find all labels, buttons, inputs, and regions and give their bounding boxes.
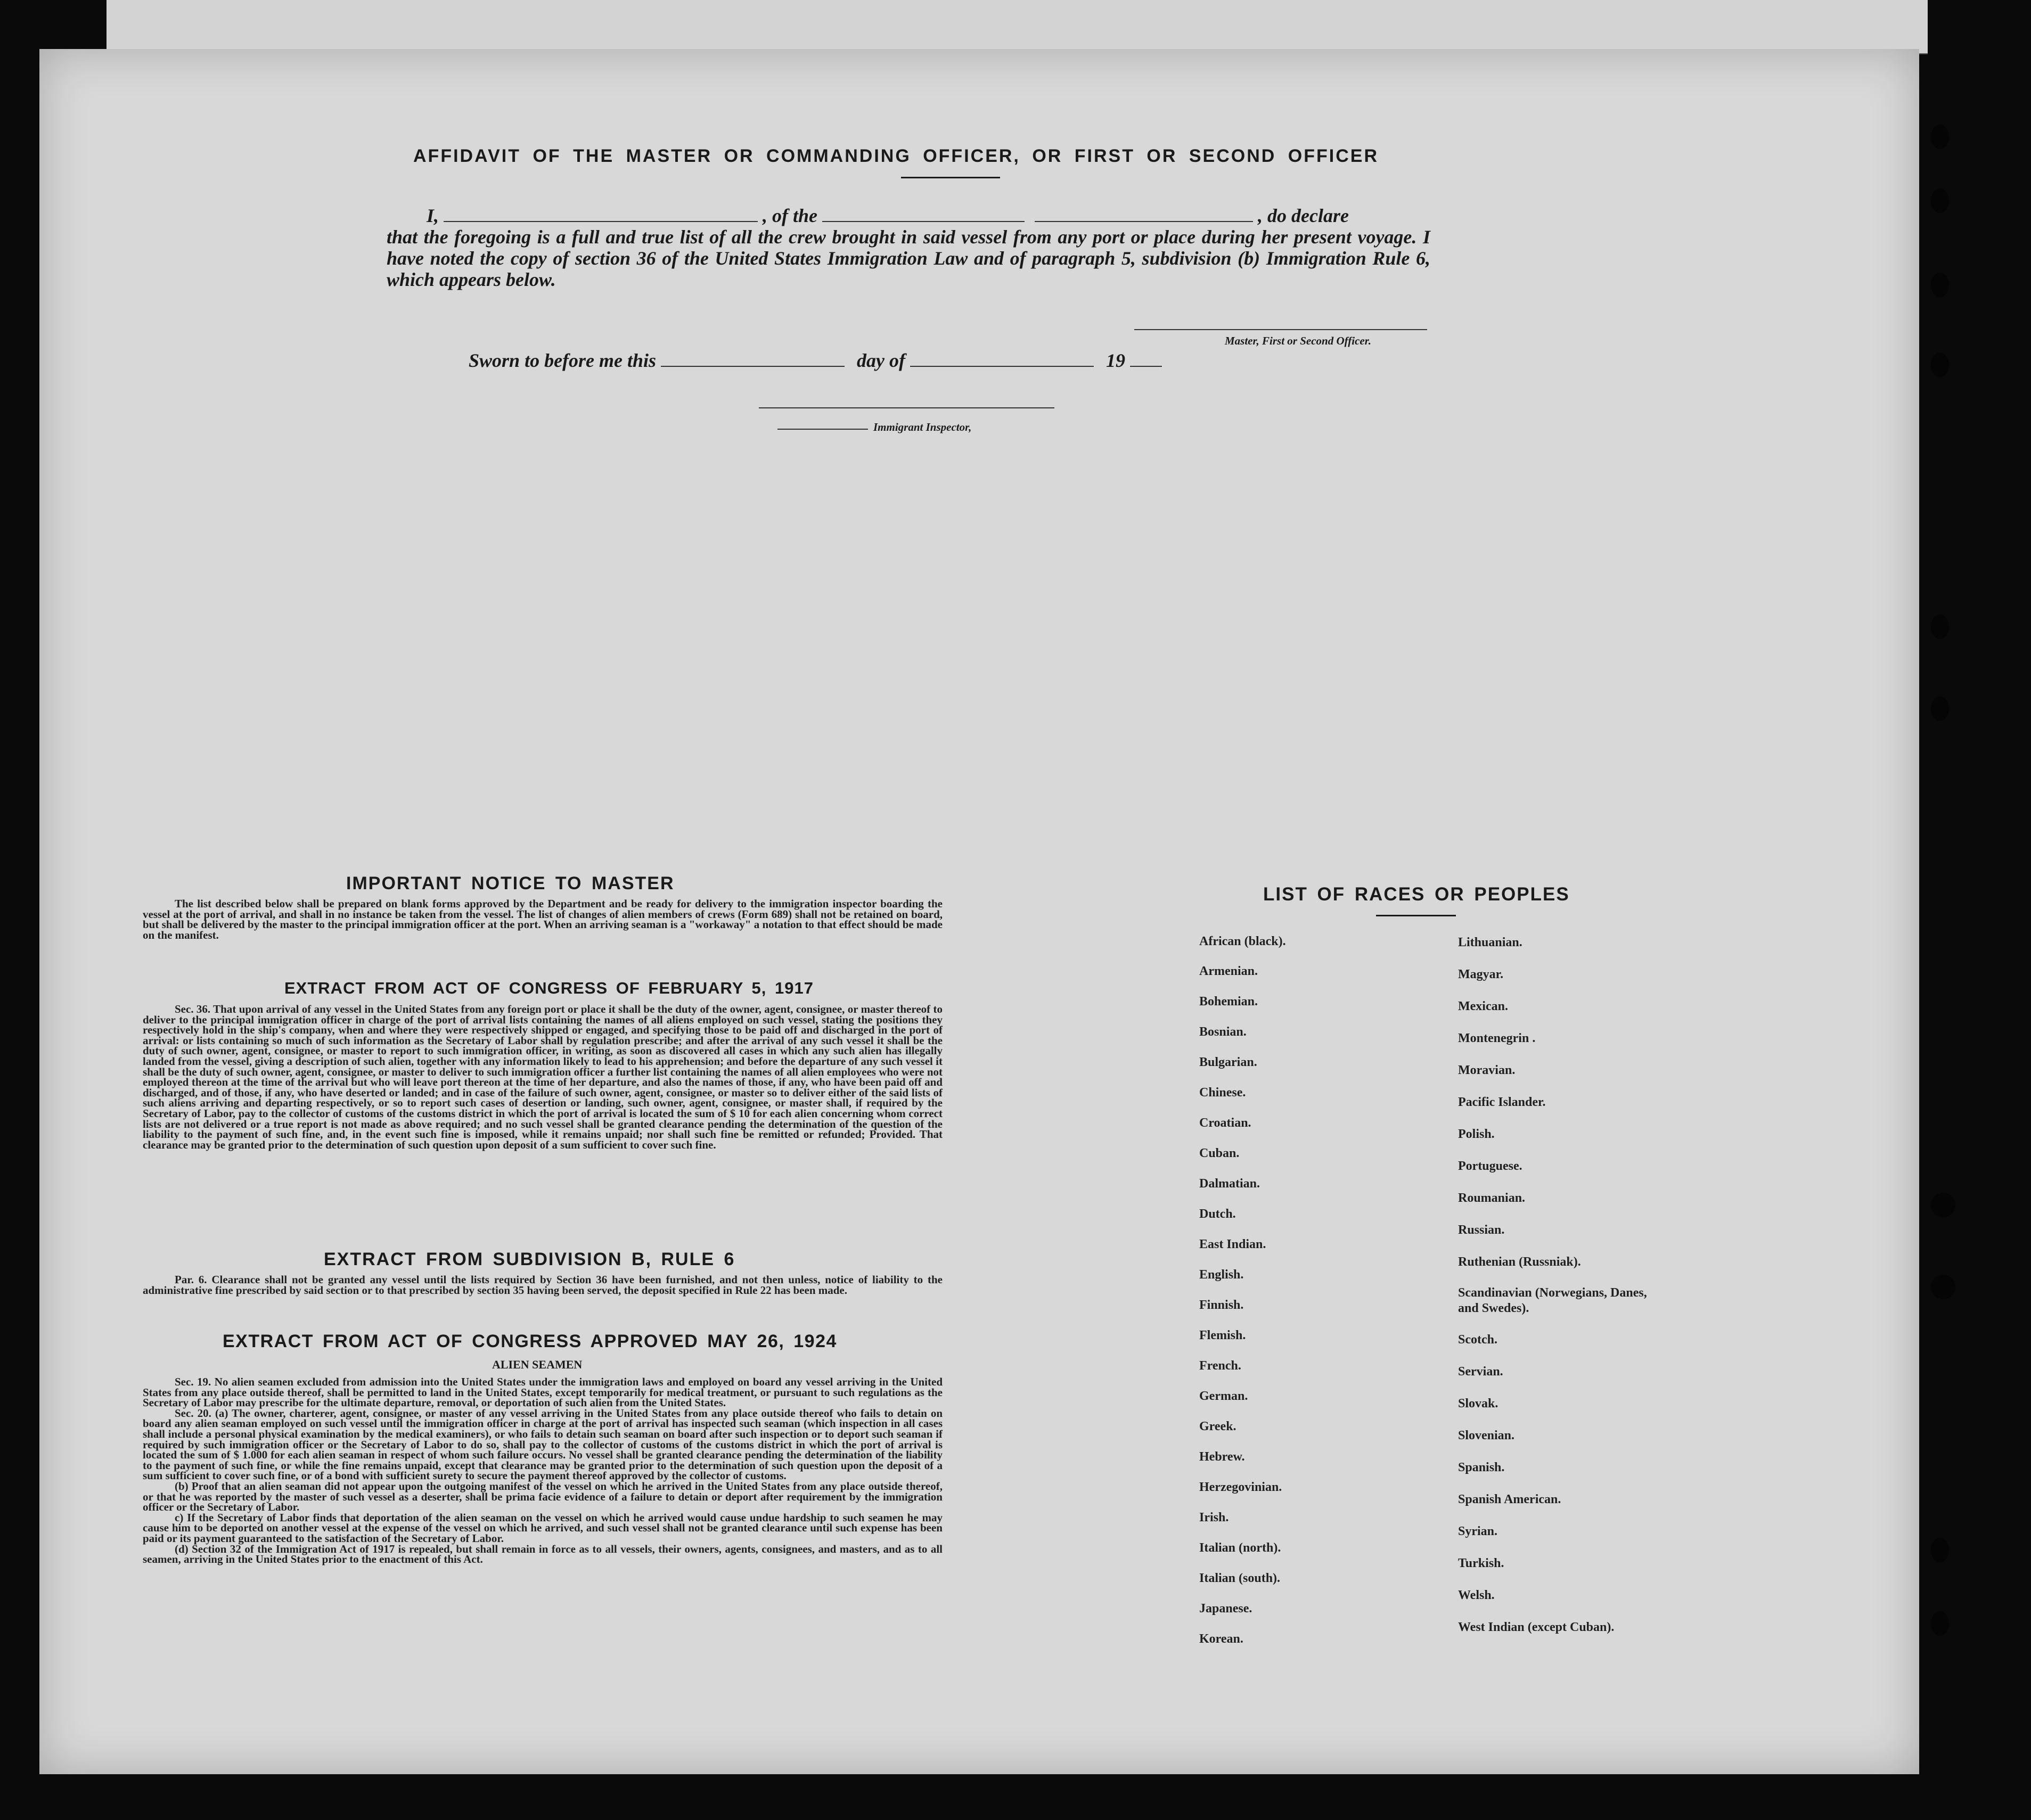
- race-item: Moravian.: [1458, 1063, 1516, 1077]
- binder-hole: [1931, 696, 1949, 721]
- sworn-line: [469, 349, 1162, 372]
- binder-hole: [1931, 125, 1949, 149]
- race-item: Flemish.: [1199, 1329, 1246, 1342]
- race-item: Bosnian.: [1199, 1025, 1247, 1039]
- race-item: Russian.: [1458, 1223, 1505, 1237]
- races-title: LIST OF RACES OR PEOPLES: [1263, 884, 1570, 905]
- race-item: Croatian.: [1199, 1116, 1251, 1130]
- race-item: Magyar.: [1458, 968, 1504, 981]
- race-item: Servian.: [1458, 1365, 1503, 1379]
- extract-1924-sec20a: Sec. 20. (a) The owner, charterer, agent, consignee, or master of any vessel arriving in the United States from any place outside thereof who fails to detain on board any alien seaman employed on such vessel until the immigration officer in charge at the port of arrival has inspected such seaman (which inspection in all cases shall include a personal physical examination by the medical examiners), or who fails to detain such seaman on board after such inspection or to deport such seaman if required by such immigration officer or the Secretary of Labor to do so, shall pay to the collector of customs of the customs district in which the port of arrival is located the sum of $ 1.000 for each alien seaman in respect of whom such failure occurs. No vessel shall be granted clearance pending the determination of the liability to the payment of such fine, or while the fine remains unpaid, except that clearance may be granted prior to the determination of such question upon the deposit of a sum sufficient to cover such fine, or of a bond with sufficient surety to secure the payment thereof approved by the collector of customs.: [143, 1406, 943, 1482]
- binder-hole: [1931, 1193, 1955, 1217]
- vessel-blank: [822, 205, 1025, 222]
- day-blank: [661, 350, 845, 367]
- race-item: Bulgarian.: [1199, 1055, 1257, 1069]
- race-item: Dalmatian.: [1199, 1177, 1260, 1191]
- title-underline: [901, 177, 1000, 178]
- race-item: Dutch.: [1199, 1207, 1236, 1221]
- underlying-sheet-edge: [107, 0, 1928, 54]
- race-item: Slovenian.: [1458, 1429, 1515, 1442]
- affidavit-declaration: [387, 205, 1430, 290]
- race-item: Scotch.: [1458, 1333, 1497, 1347]
- race-item: Pacific Islander.: [1458, 1095, 1546, 1109]
- sworn-day-of: day of: [857, 350, 906, 371]
- decl-i: I,: [427, 205, 439, 226]
- decl-of-the: , of the: [763, 205, 818, 226]
- extract-1924-sec20c: c) If the Secretary of Labor finds that deportation of the alien seaman on the vessel on which he arrived would cause undue hardship to such seamen he may cause him to be deported on another vessel at the expense of the vessel on which he arrived, and such vessel shall not be granted clearance until such expense has been paid or its payment guaranteed to the satisfaction of the Secretary of Labor.: [143, 1511, 943, 1545]
- race-item: Spanish.: [1458, 1461, 1505, 1474]
- vessel-blank-2: [1035, 205, 1253, 222]
- extract-1917-paragraph: Sec. 36. That upon arrival of any vessel in the United States from any foreign port or place it shall be the duty of the owner, agent, consignee, or master thereof to deliver to the principal immigration officer in charge of the port of arrival lists containing the names of all aliens employed on such vessel, stating the positions they respectively hold in the ship's company, when and where they were respectively shipped or engaged, and specifying those to be paid off and discharged in the port of arrival: or lists containing so much of such information as the Secretary of Labor shall by regulation prescribe; and after the arrival of any such vessel it shall be the duty of such owner, agent, consignee, or master to report to such immigration officer, in writing, as soon as discovered all cases in which any such alien has illegally landed from the vessel, giving a description of such alien, together with any information likely to lead to his apprehension; and before the departure of any such vessel it shall be the duty of such owner, agent, consignee, or master to deliver to such immigration officer a further list containing the names of all alien employees who were not employed thereon at the time of the arrival but who will leave port thereon at the time of her departure, and also the names of those, if any, who have been paid off and discharged, and of those, if any, who have deserted or landed; and in case of the failure of such owner, agent, consignee, or master so to deliver either of the said lists of such aliens arriving and departing respectively, or so to report such cases of desertion or landing, such owner, agent, consignee, or master shall, if required by the Secretary of Labor, pay to the collector of customs of the customs district in which the port of arrival is located the sum of $ 10 for each alien concerning whom correct lists are not delivered or a true report is not made as above required; and no such vessel shall be granted clearance pending the determination of the question of the liability to the payment of such fine, and, in the event such fine is imposed, while it remains unpaid; nor shall such fine be remitted or refunded; Provided. That clearance may be granted prior to the determination of such question upon deposit of a sum sufficient to cover such fine.: [143, 1003, 943, 1151]
- extract-rule6-paragraph: Par. 6. Clearance shall not be granted any vessel until the lists required by Section 36 have been furnished, and not then unless, notice of liability to the administrative fine prescribed by said section or to that prescribed by section 35 having been served, the deposit specified in Rule 22 has been made.: [143, 1273, 943, 1297]
- race-item: Ruthenian (Russniak).: [1458, 1255, 1581, 1269]
- binder-hole: [1931, 1275, 1955, 1299]
- race-item: Lithuanian.: [1458, 936, 1522, 949]
- notice-body: [143, 899, 943, 940]
- race-item: Turkish.: [1458, 1556, 1504, 1570]
- extract-1924-sec19: Sec. 19. No alien seamen excluded from admission into the United States under the immigration laws and employed on board any vessel arriving in the United States from any place outside thereof, shall be permitted to land in the United States, except temporarily for medical treatment, or pursuant to such regulations as the Secretary of Labor may prescribe for the ultimate departure, removal, or deportation of such alien from the United States.: [143, 1375, 943, 1409]
- race-item: Italian (north).: [1199, 1541, 1281, 1555]
- affidavit-title: AFFIDAVIT OF THE MASTER OR COMMANDING OFFICER, OR FIRST OR SECOND OFFICER: [413, 146, 1379, 166]
- month-blank: [910, 350, 1094, 367]
- race-item: Herzegovinian.: [1199, 1480, 1282, 1494]
- binder-hole: [1931, 188, 1949, 213]
- race-item: Finnish.: [1199, 1298, 1244, 1312]
- notice-title: IMPORTANT NOTICE TO MASTER: [346, 873, 675, 893]
- inspector-line: [759, 407, 1054, 408]
- inspector-line-short: [777, 429, 868, 430]
- year-blank: [1130, 350, 1162, 367]
- sworn-prefix: Sworn to before me this: [469, 350, 657, 371]
- extract-1924-sec20d: (d) Section 32 of the Immigration Act of 1917 is repealed, but shall remain in force as to all vessels, their owners, agents, consignees, and masters, and as to all seamen, arriving in the United States prior to the enactment of this Act.: [143, 1542, 943, 1566]
- race-item: Portuguese.: [1458, 1159, 1522, 1173]
- extract-1924-sec20b: (b) Proof that an alien seaman did not appear upon the outgoing manifest of the vessel on which he arrived in the United States from any place outside thereof, or that he was reported by the master of such vessel as a deserter, shall be prima facie evidence of a failure to detain or deport after requirement by the immigration officer or the Secretary of Labor.: [143, 1479, 943, 1514]
- extract-rule6-body: [143, 1275, 943, 1296]
- binder-hole: [1931, 1538, 1949, 1562]
- extract-1917-title: EXTRACT FROM ACT OF CONGRESS OF FEBRUARY 5, 1917: [284, 979, 814, 997]
- race-item: Irish.: [1199, 1511, 1229, 1524]
- race-item: English.: [1199, 1268, 1244, 1282]
- binder-hole: [1931, 273, 1949, 297]
- master-signature-line: [1134, 329, 1427, 330]
- race-item: Roumanian.: [1458, 1191, 1526, 1205]
- race-item: Greek.: [1199, 1420, 1236, 1433]
- race-item: East Indian.: [1199, 1237, 1266, 1251]
- race-item: Bohemian.: [1199, 995, 1258, 1009]
- race-item: Spanish American.: [1458, 1493, 1561, 1506]
- race-item: Italian (south).: [1199, 1571, 1281, 1585]
- race-item: Armenian.: [1199, 964, 1258, 978]
- race-item: Syrian.: [1458, 1524, 1498, 1538]
- extract-1924-body: [143, 1377, 943, 1565]
- race-item: Slovak.: [1458, 1397, 1498, 1411]
- race-item: Mexican.: [1458, 999, 1508, 1013]
- race-item: Cuban.: [1199, 1146, 1240, 1160]
- race-item: Polish.: [1458, 1127, 1495, 1141]
- notice-paragraph: The list described below shall be prepared on blank forms approved by the Department and be ready for delivery to the immigration inspector boarding the vessel at the port of arrival, and shall in no instance be taken from the vessel. The list of changes of alien members of crews (Form 689) shall not be retained on board, but shall be delivered by the master to the principal immigration officer at the port. When an arriving seaman is a "workaway" a notation to that effect should be made on the manifest.: [143, 897, 943, 941]
- race-item: Korean.: [1199, 1632, 1243, 1646]
- decl-body: that the foregoing is a full and true list of all the crew brought in said vessel from any port or place during her present voyage. I have noted the copy of section 36 of the United States Immigration Law and of paragraph 5, subdivision (b) Immigration Rule 6, which appears below.: [387, 226, 1430, 290]
- binder-hole: [1931, 352, 1949, 377]
- race-item: German.: [1199, 1389, 1248, 1403]
- race-item: Chinese.: [1199, 1086, 1246, 1100]
- name-blank: [444, 205, 758, 222]
- decl-do-declare: , do declare: [1258, 205, 1349, 226]
- race-item: African (black).: [1199, 934, 1286, 948]
- inspector-caption: Immigrant Inspector,: [873, 421, 972, 433]
- alien-seamen-subtitle: ALIEN SEAMEN: [492, 1358, 583, 1371]
- binder-hole: [1931, 1611, 1949, 1636]
- extract-1924-title: EXTRACT FROM ACT OF CONGRESS APPROVED MAY 26, 1924: [223, 1331, 837, 1351]
- race-item: Welsh.: [1458, 1588, 1495, 1602]
- race-item: Scandinavian (Norwegians, Danes, and Swedes).: [1458, 1286, 1647, 1315]
- races-title-underline: [1376, 915, 1456, 916]
- master-caption: Master, First or Second Officer.: [1225, 334, 1371, 347]
- race-item: West Indian (except Cuban).: [1458, 1620, 1615, 1634]
- sworn-year: 19: [1106, 350, 1126, 371]
- extract-1917-body: [143, 1004, 943, 1150]
- race-item: Japanese.: [1199, 1602, 1252, 1616]
- extract-rule6-title: EXTRACT FROM SUBDIVISION B, RULE 6: [324, 1249, 735, 1269]
- binder-hole: [1931, 614, 1949, 639]
- race-item: Hebrew.: [1199, 1450, 1245, 1464]
- race-item: French.: [1199, 1359, 1241, 1373]
- race-item: Montenegrin .: [1458, 1031, 1536, 1045]
